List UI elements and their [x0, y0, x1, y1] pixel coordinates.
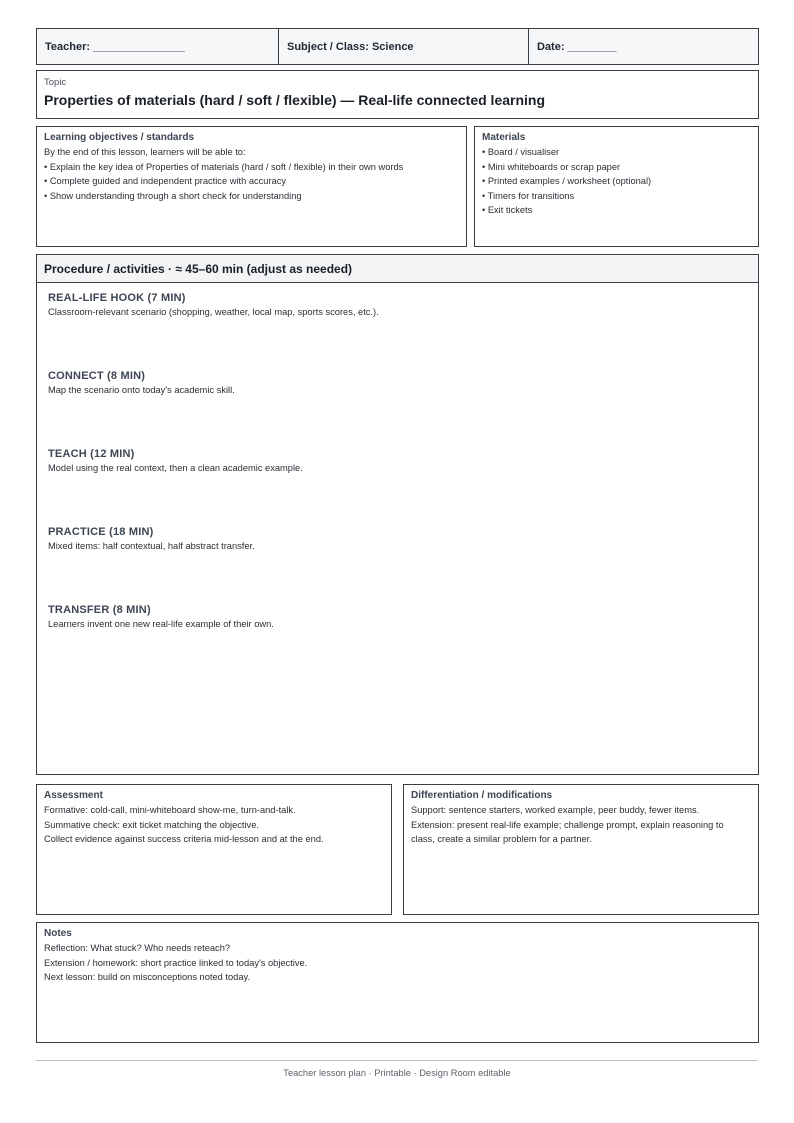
- step-title: CONNECT (8 MIN): [48, 370, 146, 382]
- notes-section: [36, 922, 759, 1043]
- materials-line: • Mini whiteboards or scrap paper: [482, 161, 621, 172]
- topic-title[interactable]: Properties of materials (hard / soft / flexible) — Real-life connected learning: [44, 92, 546, 108]
- materials-line: • Printed examples / worksheet (optional): [482, 176, 652, 187]
- differentiation-text[interactable]: [411, 803, 751, 847]
- notes-line: Next lesson: build on misconceptions noted today.: [44, 972, 251, 983]
- materials-line: • Board / visualiser: [482, 147, 560, 157]
- assessment-text[interactable]: [44, 803, 384, 847]
- assessment-section: [36, 784, 392, 915]
- differentiation-label: Differentiation / modifications: [411, 790, 553, 801]
- step-title: PRACTICE (18 MIN): [48, 526, 154, 538]
- differentiation-line: Support: sentence starters, worked example, peer buddy, fewer items.: [411, 805, 700, 815]
- assessment-line: Summative check: exit ticket matching the objective.: [44, 819, 259, 830]
- assessment-line: Formative: cold-call, mini-whiteboard show-me, turn-and-talk.: [44, 805, 296, 815]
- step-title: TRANSFER (8 MIN): [48, 604, 151, 616]
- topic-label: Topic: [44, 77, 67, 88]
- objectives-line: • Explain the key idea of Properties of materials (hard / soft / flexible) in their own words: [44, 161, 404, 172]
- procedure-step-teach[interactable]: [48, 448, 303, 473]
- date-field[interactable]: Date: ________: [528, 29, 758, 64]
- materials-line: • Timers for transitions: [482, 190, 575, 201]
- procedure-step-hook[interactable]: [48, 292, 379, 317]
- materials-text[interactable]: [482, 145, 751, 218]
- procedure-step-practice[interactable]: [48, 526, 255, 551]
- procedure-step-connect[interactable]: [48, 370, 235, 395]
- footer-divider: [36, 1060, 758, 1061]
- procedure-step-transfer[interactable]: [48, 604, 274, 629]
- step-description: Model using the real context, then a clean academic example.: [48, 463, 303, 473]
- objectives-section: [36, 126, 467, 247]
- topic-section: [36, 70, 759, 119]
- differentiation-line: Extension: present real-life example; challenge prompt, explain reasoning to: [411, 819, 724, 830]
- objectives-line: • Complete guided and independent practice with accuracy: [44, 176, 287, 187]
- step-title: REAL-LIFE HOOK (7 MIN): [48, 292, 186, 304]
- differentiation-section: [403, 784, 759, 915]
- step-description: Classroom-relevant scenario (shopping, weather, local map, sports scores, etc.).: [48, 307, 379, 317]
- notes-label: Notes: [44, 928, 72, 939]
- step-description: Mixed items: half contextual, half abstract transfer.: [48, 541, 255, 551]
- step-description: Learners invent one new real-life example of their own.: [48, 619, 274, 629]
- objectives-label: Learning objectives / standards: [44, 132, 195, 143]
- materials-label: Materials: [482, 132, 526, 143]
- step-description: Map the scenario onto today's academic skill.: [48, 385, 235, 395]
- procedure-heading: Procedure / activities · ≈ 45–60 min (adjust as needed): [37, 255, 758, 283]
- differentiation-line: class, create a similar problem for a partner.: [411, 834, 592, 845]
- header-row: [36, 28, 759, 65]
- procedure-section: [36, 254, 759, 775]
- objectives-line: By the end of this lesson, learners will be able to:: [44, 147, 246, 157]
- materials-line: • Exit tickets: [482, 205, 533, 216]
- assessment-line: Collect evidence against success criteria mid-lesson and at the end.: [44, 834, 324, 845]
- assessment-label: Assessment: [44, 790, 103, 801]
- objectives-line: • Show understanding through a short check for understanding: [44, 190, 302, 201]
- notes-line: Reflection: What stuck? Who needs reteach?: [44, 943, 231, 953]
- notes-line: Extension / homework: short practice linked to today's objective.: [44, 957, 308, 968]
- subject-field[interactable]: Subject / Class: Science: [278, 29, 528, 64]
- notes-text[interactable]: [44, 941, 751, 985]
- step-title: TEACH (12 MIN): [48, 448, 135, 460]
- footer-text: Teacher lesson plan · Printable · Design Room editable: [283, 1068, 511, 1078]
- materials-section: [474, 126, 759, 247]
- teacher-field[interactable]: Teacher: _______________: [37, 29, 278, 64]
- objectives-text[interactable]: [44, 145, 459, 203]
